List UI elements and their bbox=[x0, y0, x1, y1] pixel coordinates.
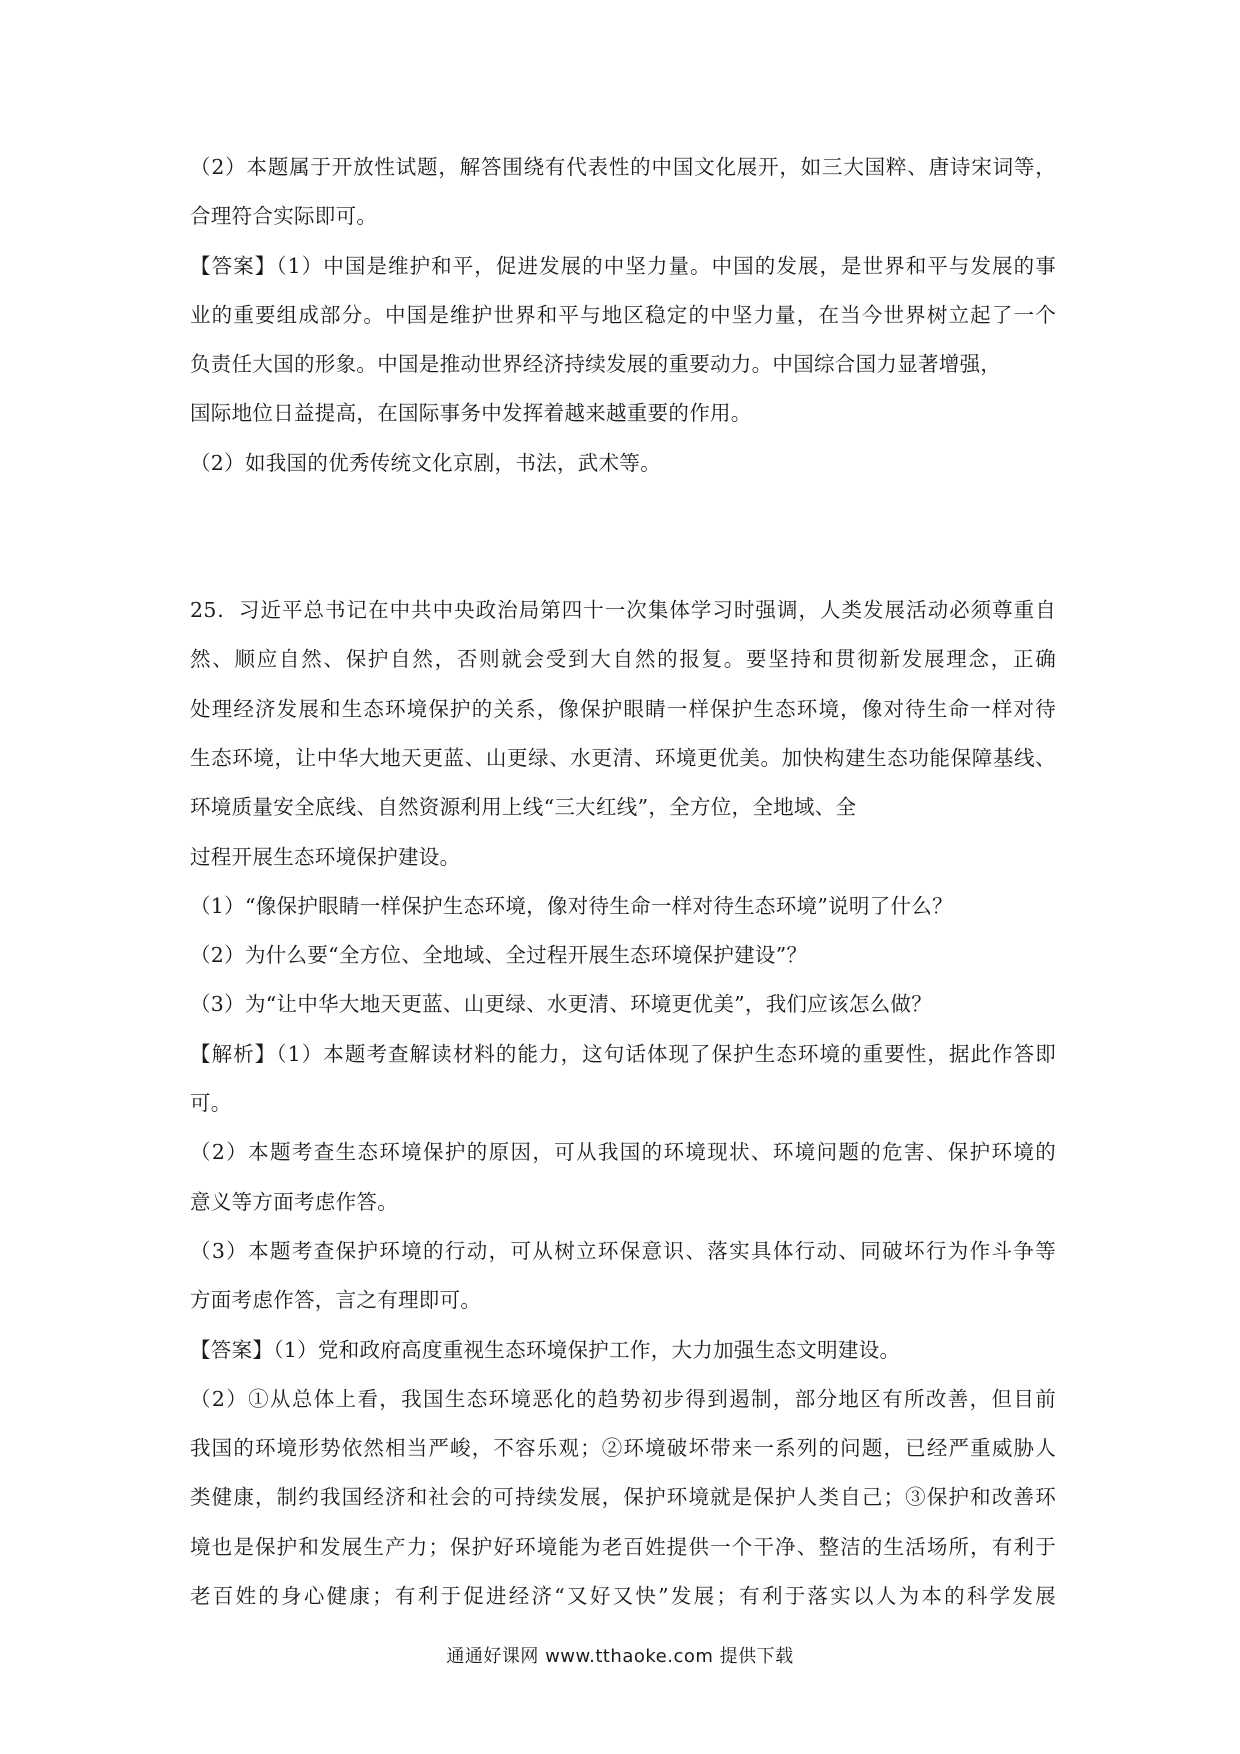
question-stem-line: 25．习近平总书记在中共中央政治局第四十一次集体学习时强调，人类发展活动必须尊重自 bbox=[190, 598, 1056, 623]
answer-line: 【答案】（1）党和政府高度重视生态环境保护工作，大力加强生态文明建设。 bbox=[190, 1337, 901, 1362]
analysis-line: （2）本题考查生态环境保护的原因，可从我国的环境现状、环境问题的危害、保护环境的 bbox=[190, 1140, 1056, 1165]
question-stem-line: 环境质量安全底线、自然资源利用上线“三大红线”，全方位，全地域、全 bbox=[190, 795, 857, 820]
sub-question: （3）为“让中华大地天更蓝、山更绿、水更清、环境更优美”，我们应该怎么做？ bbox=[190, 992, 933, 1017]
answer-line: 负责任大国的形象。中国是推动世界经济持续发展的重要动力。中国综合国力显著增强， bbox=[190, 352, 1002, 377]
section-spacer bbox=[190, 497, 1056, 595]
question-stem-line: 生态环境，让中华大地天更蓝、山更绿、水更清、环境更优美。加快构建生态功能保障基线、 bbox=[190, 745, 1056, 770]
answer-line: 【答案】（1）中国是维护和平，促进发展的中坚力量。中国的发展，是世界和平与发展的事 bbox=[190, 253, 1056, 278]
page-footer: 通通好课网 www.tthaoke.com 提供下载 bbox=[446, 1646, 794, 1667]
analysis-line: 可。 bbox=[190, 1091, 232, 1116]
answer-line: 业的重要组成部分。中国是维护世界和平与地区稳定的中坚力量，在当今世界树立起了一个 bbox=[190, 302, 1056, 327]
answer-line: 老百姓的身心健康；有利于促进经济“又好又快”发展；有利于落实以人为本的科学发展 bbox=[190, 1584, 1056, 1609]
paragraph-line: 合理符合实际即可。 bbox=[190, 204, 378, 229]
document-body bbox=[190, 152, 1056, 1630]
question-25-section bbox=[190, 595, 1056, 1611]
question-stem-line: 过程开展生态环境保护建设。 bbox=[190, 844, 461, 869]
analysis-line: 意义等方面考虑作答。 bbox=[190, 1189, 398, 1214]
answer-line: 国际地位日益提高，在国际事务中发挥着越来越重要的作用。 bbox=[190, 401, 752, 426]
sub-question: （2）为什么要“全方位、全地域、全过程开展生态环境保护建设”？ bbox=[190, 943, 808, 968]
sub-question: （1）“像保护眼睛一样保护生态环境，像对待生命一样对待生态环境”说明了什么？ bbox=[190, 893, 953, 918]
analysis-line: 【解析】（1）本题考查解读材料的能力，这句话体现了保护生态环境的重要性，据此作答即 bbox=[190, 1041, 1056, 1066]
answer-line: 类健康，制约我国经济和社会的可持续发展，保护环境就是保护人类自己；③保护和改善环 bbox=[190, 1485, 1056, 1510]
answer-line: （2）如我国的优秀传统文化京剧，书法，武术等。 bbox=[190, 450, 661, 475]
question-stem-line: 处理经济发展和生态环境保护的关系，像保护眼睛一样保护生态环境，像对待生命一样对待 bbox=[190, 696, 1056, 721]
answer-line: 境也是保护和发展生产力；保护好环境能为老百姓提供一个干净、整洁的生活场所，有利于 bbox=[190, 1534, 1056, 1559]
paragraph-line: （2）本题属于开放性试题，解答围绕有代表性的中国文化展开，如三大国粹、唐诗宋词等， bbox=[190, 155, 1056, 179]
analysis-line: 方面考虑作答，言之有理即可。 bbox=[190, 1288, 482, 1313]
question-stem-line: 然、顺应自然、保护自然，否则就会受到大自然的报复。要坚持和贯彻新发展理念，正确 bbox=[190, 647, 1056, 672]
answer-line: （2）①从总体上看，我国生态环境恶化的趋势初步得到遏制，部分地区有所改善，但目前 bbox=[190, 1386, 1056, 1411]
previous-answer-section bbox=[190, 152, 1056, 478]
analysis-line: （3）本题考查保护环境的行动，可从树立环保意识、落实具体行动、同破坏行为作斗争等 bbox=[190, 1238, 1056, 1263]
answer-line: 我国的环境形势依然相当严峻，不容乐观；②环境破坏带来一系列的问题，已经严重威胁人 bbox=[190, 1436, 1056, 1461]
